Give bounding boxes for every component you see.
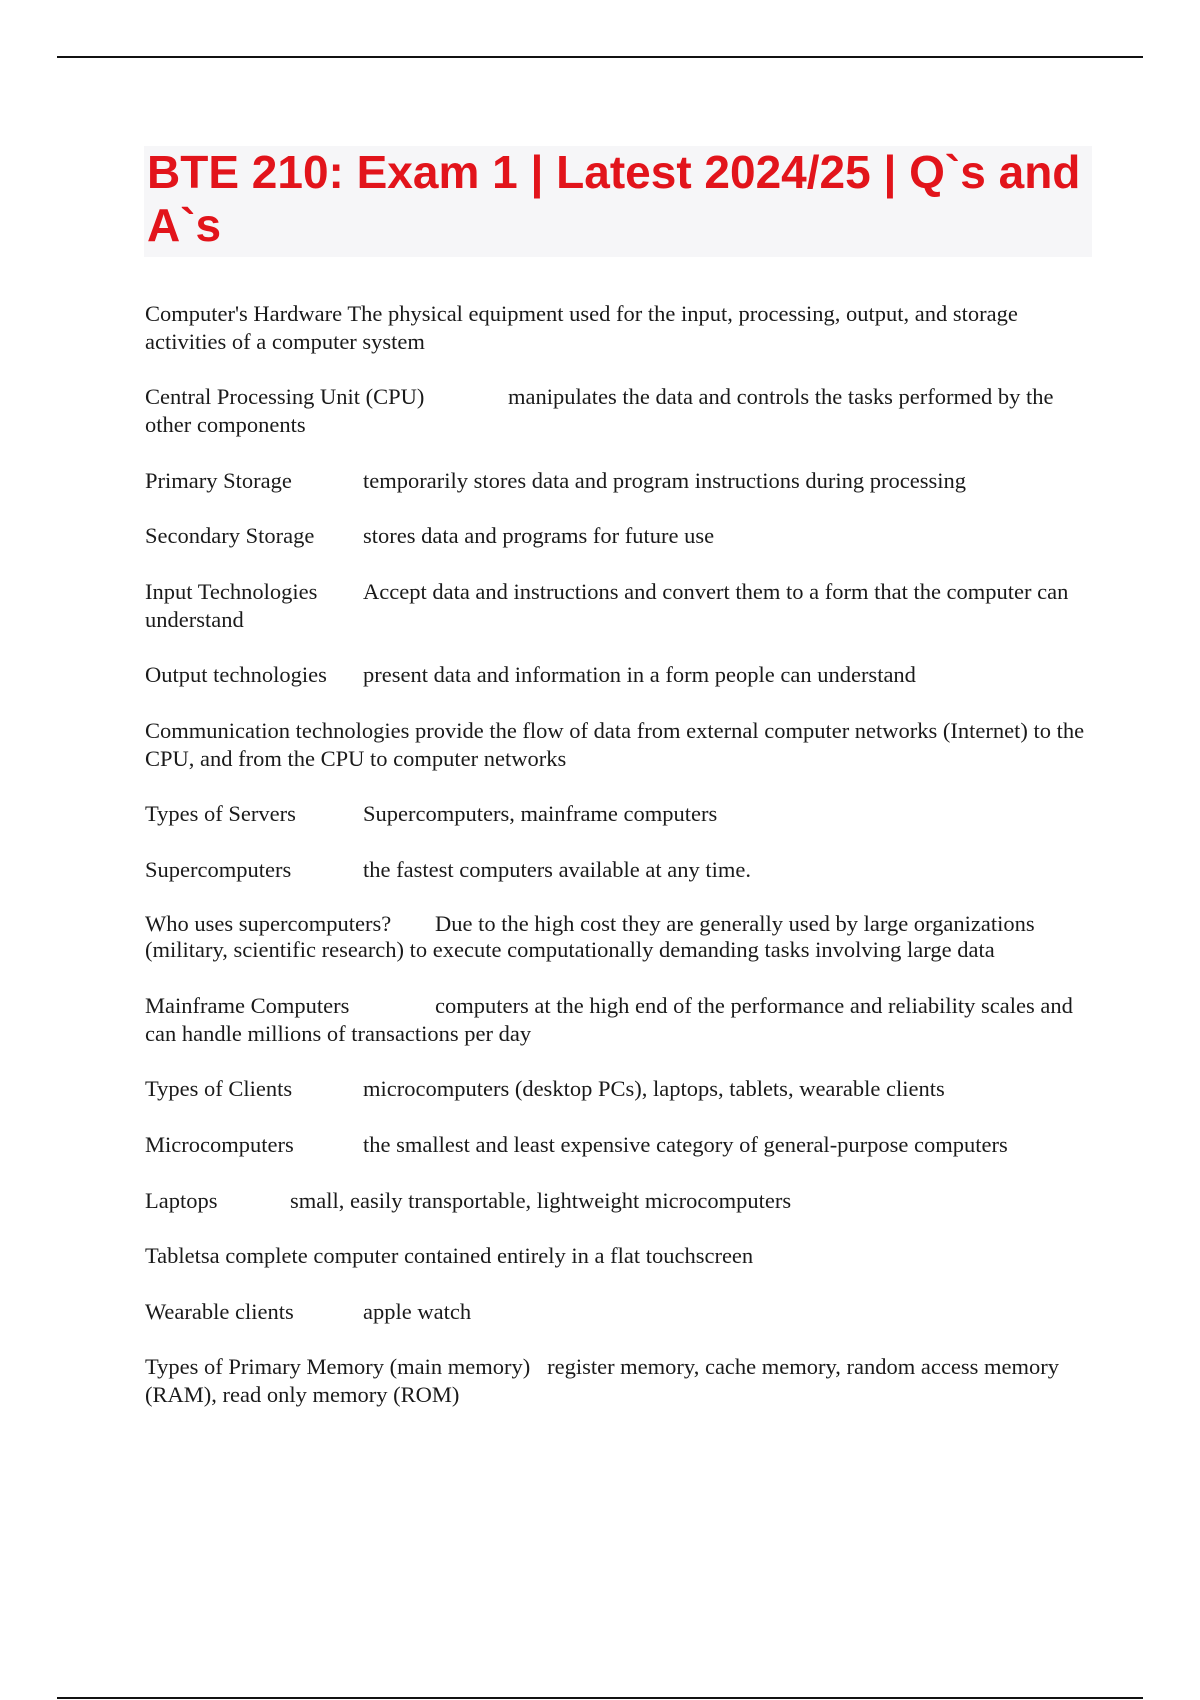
- entry-definition: the fastest computers available at any time.: [363, 857, 751, 882]
- entry-term: Supercomputers: [145, 857, 292, 882]
- qa-entry: [145, 300, 1090, 356]
- entry-term: Secondary Storage: [145, 523, 315, 548]
- entry-term: Microcomputers: [145, 1132, 294, 1157]
- entry-definition: computers at the high end of the performance and reliability scales and can handle millions of transactions per day: [145, 993, 1079, 1046]
- entry-term: Output technologies: [145, 662, 327, 687]
- entry-term: Wearable clients: [145, 1299, 294, 1324]
- entry-definition: small, easily transportable, lightweight microcomputers: [290, 1188, 792, 1213]
- entry-term: Computer's Hardware: [145, 301, 343, 326]
- entry-term: Primary Storage: [145, 468, 292, 493]
- entry-term: Types of Clients: [145, 1076, 293, 1101]
- entry-definition: Due to the high cost they are generally used by large organizations (military, scientific research) to execute computationally demanding tasks involving large data: [145, 911, 1041, 962]
- entry-term: Input Technologies: [145, 579, 318, 604]
- qa-entry: [145, 800, 1090, 828]
- entry-definition: Accept data and instructions and convert them to a form that the computer can understand: [145, 579, 1075, 632]
- qa-list: [145, 300, 1090, 1409]
- qa-entry: [145, 1353, 1090, 1409]
- entry-definition: the smallest and least expensive category of general-purpose computers: [363, 1132, 1008, 1157]
- title-banner: [144, 146, 1092, 257]
- entry-definition: provide the flow of data from external computer networks (Internet) to the CPU, and from the CPU to computer networks: [145, 718, 1090, 771]
- entry-definition: apple watch: [363, 1299, 472, 1324]
- entry-definition: stores data and programs for future use: [363, 523, 715, 548]
- entry-term: Types of Primary Memory (main memory): [145, 1354, 531, 1379]
- qa-entry: [145, 383, 1090, 439]
- bottom-rule: [57, 1697, 1143, 1699]
- entry-term: Types of Servers: [145, 801, 296, 826]
- qa-entry: [145, 856, 1090, 884]
- top-rule: [57, 56, 1143, 58]
- entry-definition: temporarily stores data and program instructions during processing: [363, 468, 966, 493]
- entry-term: Tablets: [145, 1243, 210, 1268]
- qa-entry: [145, 1298, 1090, 1326]
- qa-entry: [145, 717, 1090, 773]
- entry-term: Communication technologies: [145, 718, 410, 743]
- entry-definition: register memory, cache memory, random access memory (RAM), read only memory (ROM): [145, 1354, 1065, 1407]
- qa-entry: [145, 992, 1090, 1048]
- entry-term: Who uses supercomputers?: [145, 911, 392, 936]
- document-title: BTE 210: Exam 1 | Latest 2024/25 | Q`s and A`s: [147, 146, 1081, 251]
- entry-definition: Supercomputers, mainframe computers: [363, 801, 718, 826]
- qa-entry: [145, 1187, 1090, 1215]
- entry-definition: manipulates the data and controls the tasks performed by the other components: [145, 384, 1060, 437]
- entry-definition: present data and information in a form people can understand: [363, 662, 916, 687]
- qa-entry: [145, 661, 1090, 689]
- qa-entry: [145, 578, 1090, 634]
- qa-entry: [145, 522, 1090, 550]
- qa-entry: [145, 911, 1090, 963]
- entry-definition: The physical equipment used for the input, processing, output, and storage activities of a computer system: [145, 301, 1024, 354]
- entry-term: Central Processing Unit (CPU): [145, 384, 425, 409]
- qa-entry: [145, 1075, 1090, 1103]
- entry-term: Laptops: [145, 1188, 218, 1213]
- qa-entry: [145, 1242, 1090, 1270]
- qa-entry: [145, 467, 1090, 495]
- entry-definition: a complete computer contained entirely in a flat touchscreen: [209, 1243, 754, 1268]
- qa-entry: [145, 1131, 1090, 1159]
- entry-term: Mainframe Computers: [145, 993, 350, 1018]
- entry-definition: microcomputers (desktop PCs), laptops, tablets, wearable clients: [363, 1076, 945, 1101]
